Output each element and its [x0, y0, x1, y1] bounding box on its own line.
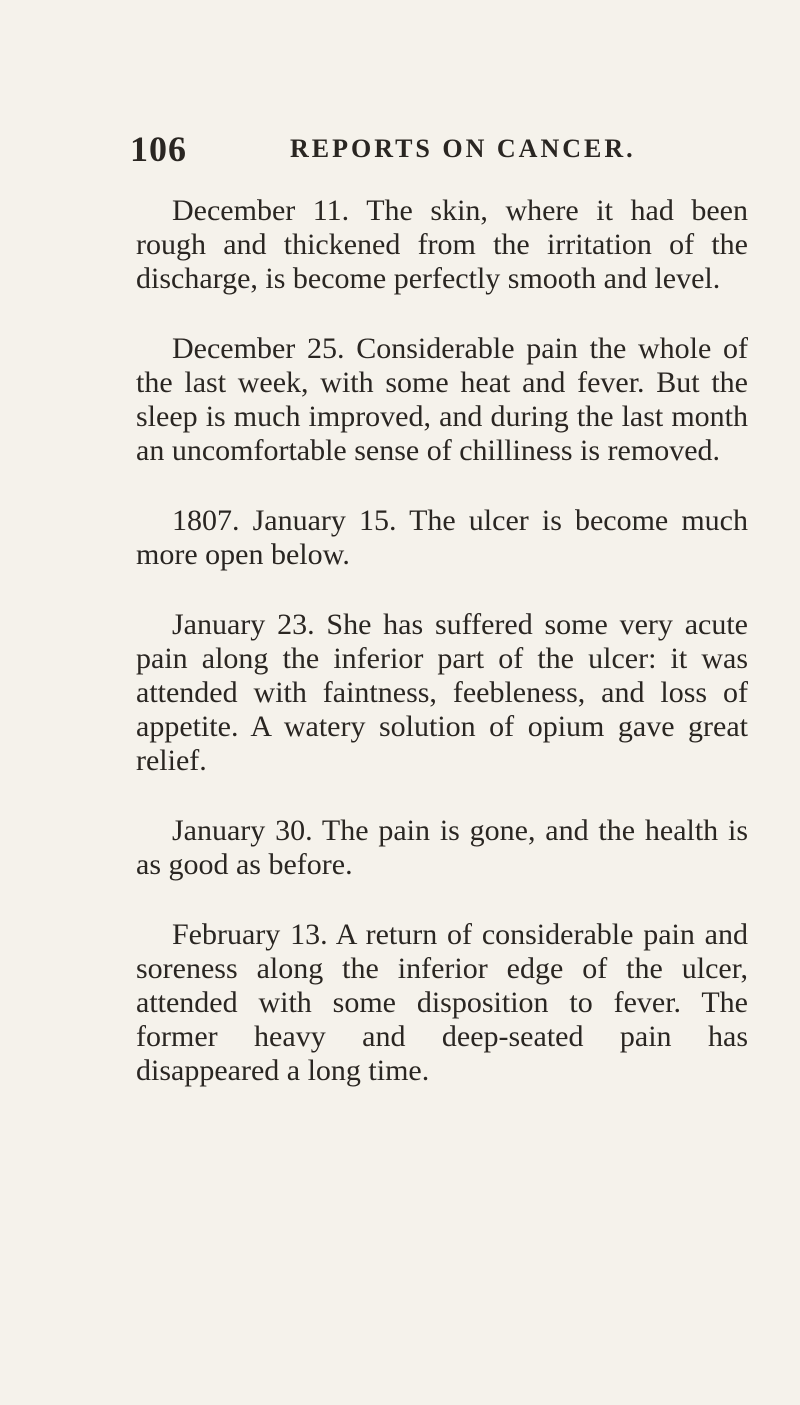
journal-entry — [136, 194, 748, 296]
page-header — [130, 128, 740, 168]
entry-date: December 11. — [172, 194, 350, 227]
entry-text: Considerable pain the whole of the last week, with some heat and fever. But the sleep is much improved, and during the last month an uncomfortable sense of chilliness is removed. — [136, 332, 749, 467]
entry-date: 1807. January 15. — [172, 504, 397, 537]
journal-entry — [136, 608, 748, 778]
journal-entry — [136, 332, 748, 468]
entry-date: January 23. — [172, 608, 315, 641]
page-body — [136, 194, 748, 1124]
entry-text: The skin, where it had been rough and thickened from the irritation of the discharge, is become perfectly smooth and level. — [136, 194, 748, 295]
journal-entry — [136, 504, 748, 572]
entry-text: She has suffered some very acute pain along the inferior part of the ulcer: it was attended with faintness, feebleness, and loss of appetite. A watery solution of opium gave great relief. — [136, 608, 749, 777]
entry-text: A return of considerable pain and soreness along the inferior edge of the ulcer, attended with some disposition to fever. The former heavy and deep-seated pain has disappeared a long time. — [136, 918, 748, 1087]
journal-entry — [136, 918, 748, 1088]
entry-text: The ulcer is become much more open below. — [136, 504, 748, 571]
journal-entry — [136, 814, 748, 882]
page-number: 106 — [130, 129, 187, 169]
entry-date: January 30. — [172, 814, 313, 847]
entry-date: February 13. — [172, 918, 328, 951]
entry-text: The pain is gone, and the health is as good as before. — [136, 814, 748, 881]
entry-date: December 25. — [172, 332, 345, 365]
running-title: REPORTS ON CANCER. — [290, 134, 636, 163]
